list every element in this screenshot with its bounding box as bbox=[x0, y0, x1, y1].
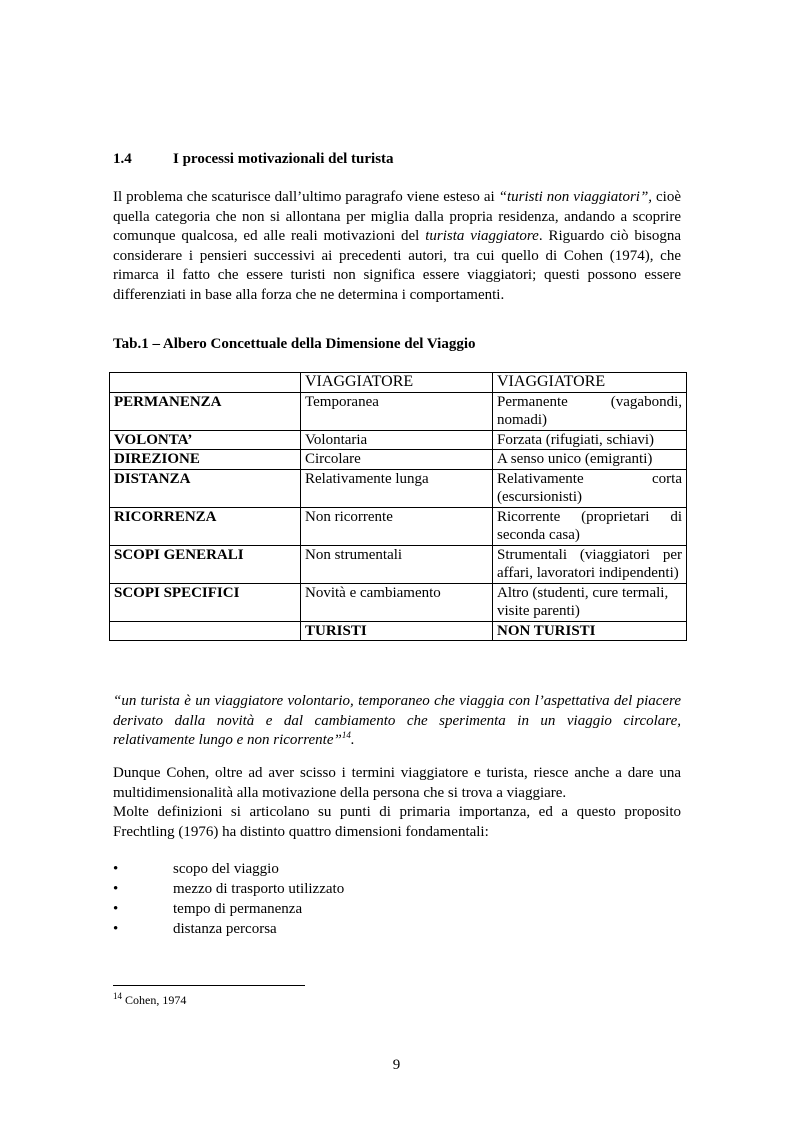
table-cell: Relativamente corta (escursionisti) bbox=[493, 469, 687, 507]
table-header-cell: VIAGGIATORE bbox=[493, 373, 687, 393]
table-header-cell: VIAGGIATORE bbox=[301, 373, 493, 393]
table-cell: Non strumentali bbox=[301, 545, 493, 583]
table-cell: Strumentali (viaggiatori per affari, lavoratori indipendenti) bbox=[493, 545, 687, 583]
paragraph-italic-term: turista viaggiatore bbox=[425, 228, 539, 244]
table-row bbox=[110, 469, 687, 507]
dimension-label: DISTANZA bbox=[110, 469, 301, 507]
table-row bbox=[110, 450, 687, 470]
list-item-text: scopo del viaggio bbox=[173, 861, 279, 877]
table-cell: Relativamente lunga bbox=[301, 469, 493, 507]
table-footer-row bbox=[110, 621, 687, 641]
dimension-label: SCOPI SPECIFICI bbox=[110, 583, 301, 621]
table-row bbox=[110, 583, 687, 621]
dimension-label: VOLONTA’ bbox=[110, 430, 301, 450]
footnote-ref: 14 bbox=[341, 730, 351, 740]
table-cell: Ricorrente (proprietari di seconda casa) bbox=[493, 507, 687, 545]
table-header-row bbox=[110, 373, 687, 393]
table-cell: Altro (studenti, cure termali, visite parenti) bbox=[493, 583, 687, 621]
paragraph-text: Molte definizioni si articolano su punti di primaria importanza, ed a questo proposito Frechtling (1976) ha distinto quattro dimensioni fondamentali: bbox=[113, 804, 681, 840]
list-item-text: distanza percorsa bbox=[173, 921, 277, 937]
quote-text: “un turista è un viaggiatore volontario, temporaneo che viaggia con l’aspettativa del piacere derivato dalla novità e dal cambiamento che sperimenta in un viaggio circolare, relativamente lungo e non ricorrente” bbox=[113, 693, 681, 748]
footnote-text: Cohen, 1974 bbox=[122, 993, 187, 1007]
table-cell: A senso unico (emigranti) bbox=[493, 450, 687, 470]
table-cell: Circolare bbox=[301, 450, 493, 470]
paragraph-text: Il problema che scaturisce dall’ultimo paragrafo viene esteso ai bbox=[113, 189, 499, 205]
dimensions-list bbox=[113, 859, 344, 939]
section-number: 1.4 bbox=[113, 151, 132, 167]
table-row bbox=[110, 545, 687, 583]
bullet-icon: • bbox=[113, 861, 119, 877]
paragraph-text: . Riguardo ciò bisogna considerare i pensieri successivi ai precedenti autori, tra cui quello di Cohen (1974), che rimarca il fatto che essere turisti non significa essere viaggiatori; questi possono essere differenziati in base alla forza che ne determina i comportamenti. bbox=[113, 228, 681, 303]
quote-end: . bbox=[350, 732, 355, 748]
body-paragraph bbox=[113, 764, 681, 842]
footnote-divider bbox=[113, 985, 305, 986]
table-caption: Tab.1 – Albero Concettuale della Dimensione del Viaggio bbox=[113, 336, 476, 352]
cohen-quote bbox=[113, 692, 681, 751]
footnote-number: 14 bbox=[113, 991, 122, 1001]
list-item-text: tempo di permanenza bbox=[173, 901, 303, 917]
dimension-label: PERMANENZA bbox=[110, 392, 301, 430]
table-cell bbox=[110, 373, 301, 393]
table-cell bbox=[110, 621, 301, 641]
paragraph-italic-term: “turisti non viaggiatori”, bbox=[498, 189, 653, 205]
table-cell: Novità e cambiamento bbox=[301, 583, 493, 621]
paragraph-text: Dunque Cohen, oltre ad aver scisso i termini viaggiatore e turista, riesce anche a dare una multidimensionalità alla motivazione della persona che si trova a viaggiare. bbox=[113, 765, 681, 801]
table-footer-cell: TURISTI bbox=[301, 621, 493, 641]
paragraph-text: cioè quella categoria che non si allontana per miglia dalla propria residenza, andando a scoprire comunque qualcosa, ed alle reali motivazioni del bbox=[113, 189, 682, 244]
bullet-icon: • bbox=[113, 901, 119, 917]
section-heading bbox=[113, 151, 394, 168]
list-item bbox=[113, 879, 344, 899]
table-cell: Volontaria bbox=[301, 430, 493, 450]
table-row bbox=[110, 430, 687, 450]
bullet-icon: • bbox=[113, 881, 119, 897]
list-item bbox=[113, 899, 344, 919]
footnote bbox=[113, 993, 186, 1008]
list-item bbox=[113, 859, 344, 879]
table-cell: Permanente (vagabondi, nomadi) bbox=[493, 392, 687, 430]
page-number: 9 bbox=[392, 1057, 401, 1073]
list-item-text: mezzo di trasporto utilizzato bbox=[173, 881, 345, 897]
table-cell: Non ricorrente bbox=[301, 507, 493, 545]
table-cell: Temporanea bbox=[301, 392, 493, 430]
concept-table bbox=[109, 372, 687, 641]
list-item bbox=[113, 919, 344, 939]
table-row bbox=[110, 392, 687, 430]
table-row bbox=[110, 507, 687, 545]
bullet-icon: • bbox=[113, 921, 119, 937]
table-cell: Forzata (rifugiati, schiavi) bbox=[493, 430, 687, 450]
section-title: I processi motivazionali del turista bbox=[173, 151, 394, 167]
dimension-label: DIREZIONE bbox=[110, 450, 301, 470]
dimension-label: RICORRENZA bbox=[110, 507, 301, 545]
dimension-label: SCOPI GENERALI bbox=[110, 545, 301, 583]
intro-paragraph bbox=[113, 188, 681, 305]
table-footer-cell: NON TURISTI bbox=[493, 621, 687, 641]
